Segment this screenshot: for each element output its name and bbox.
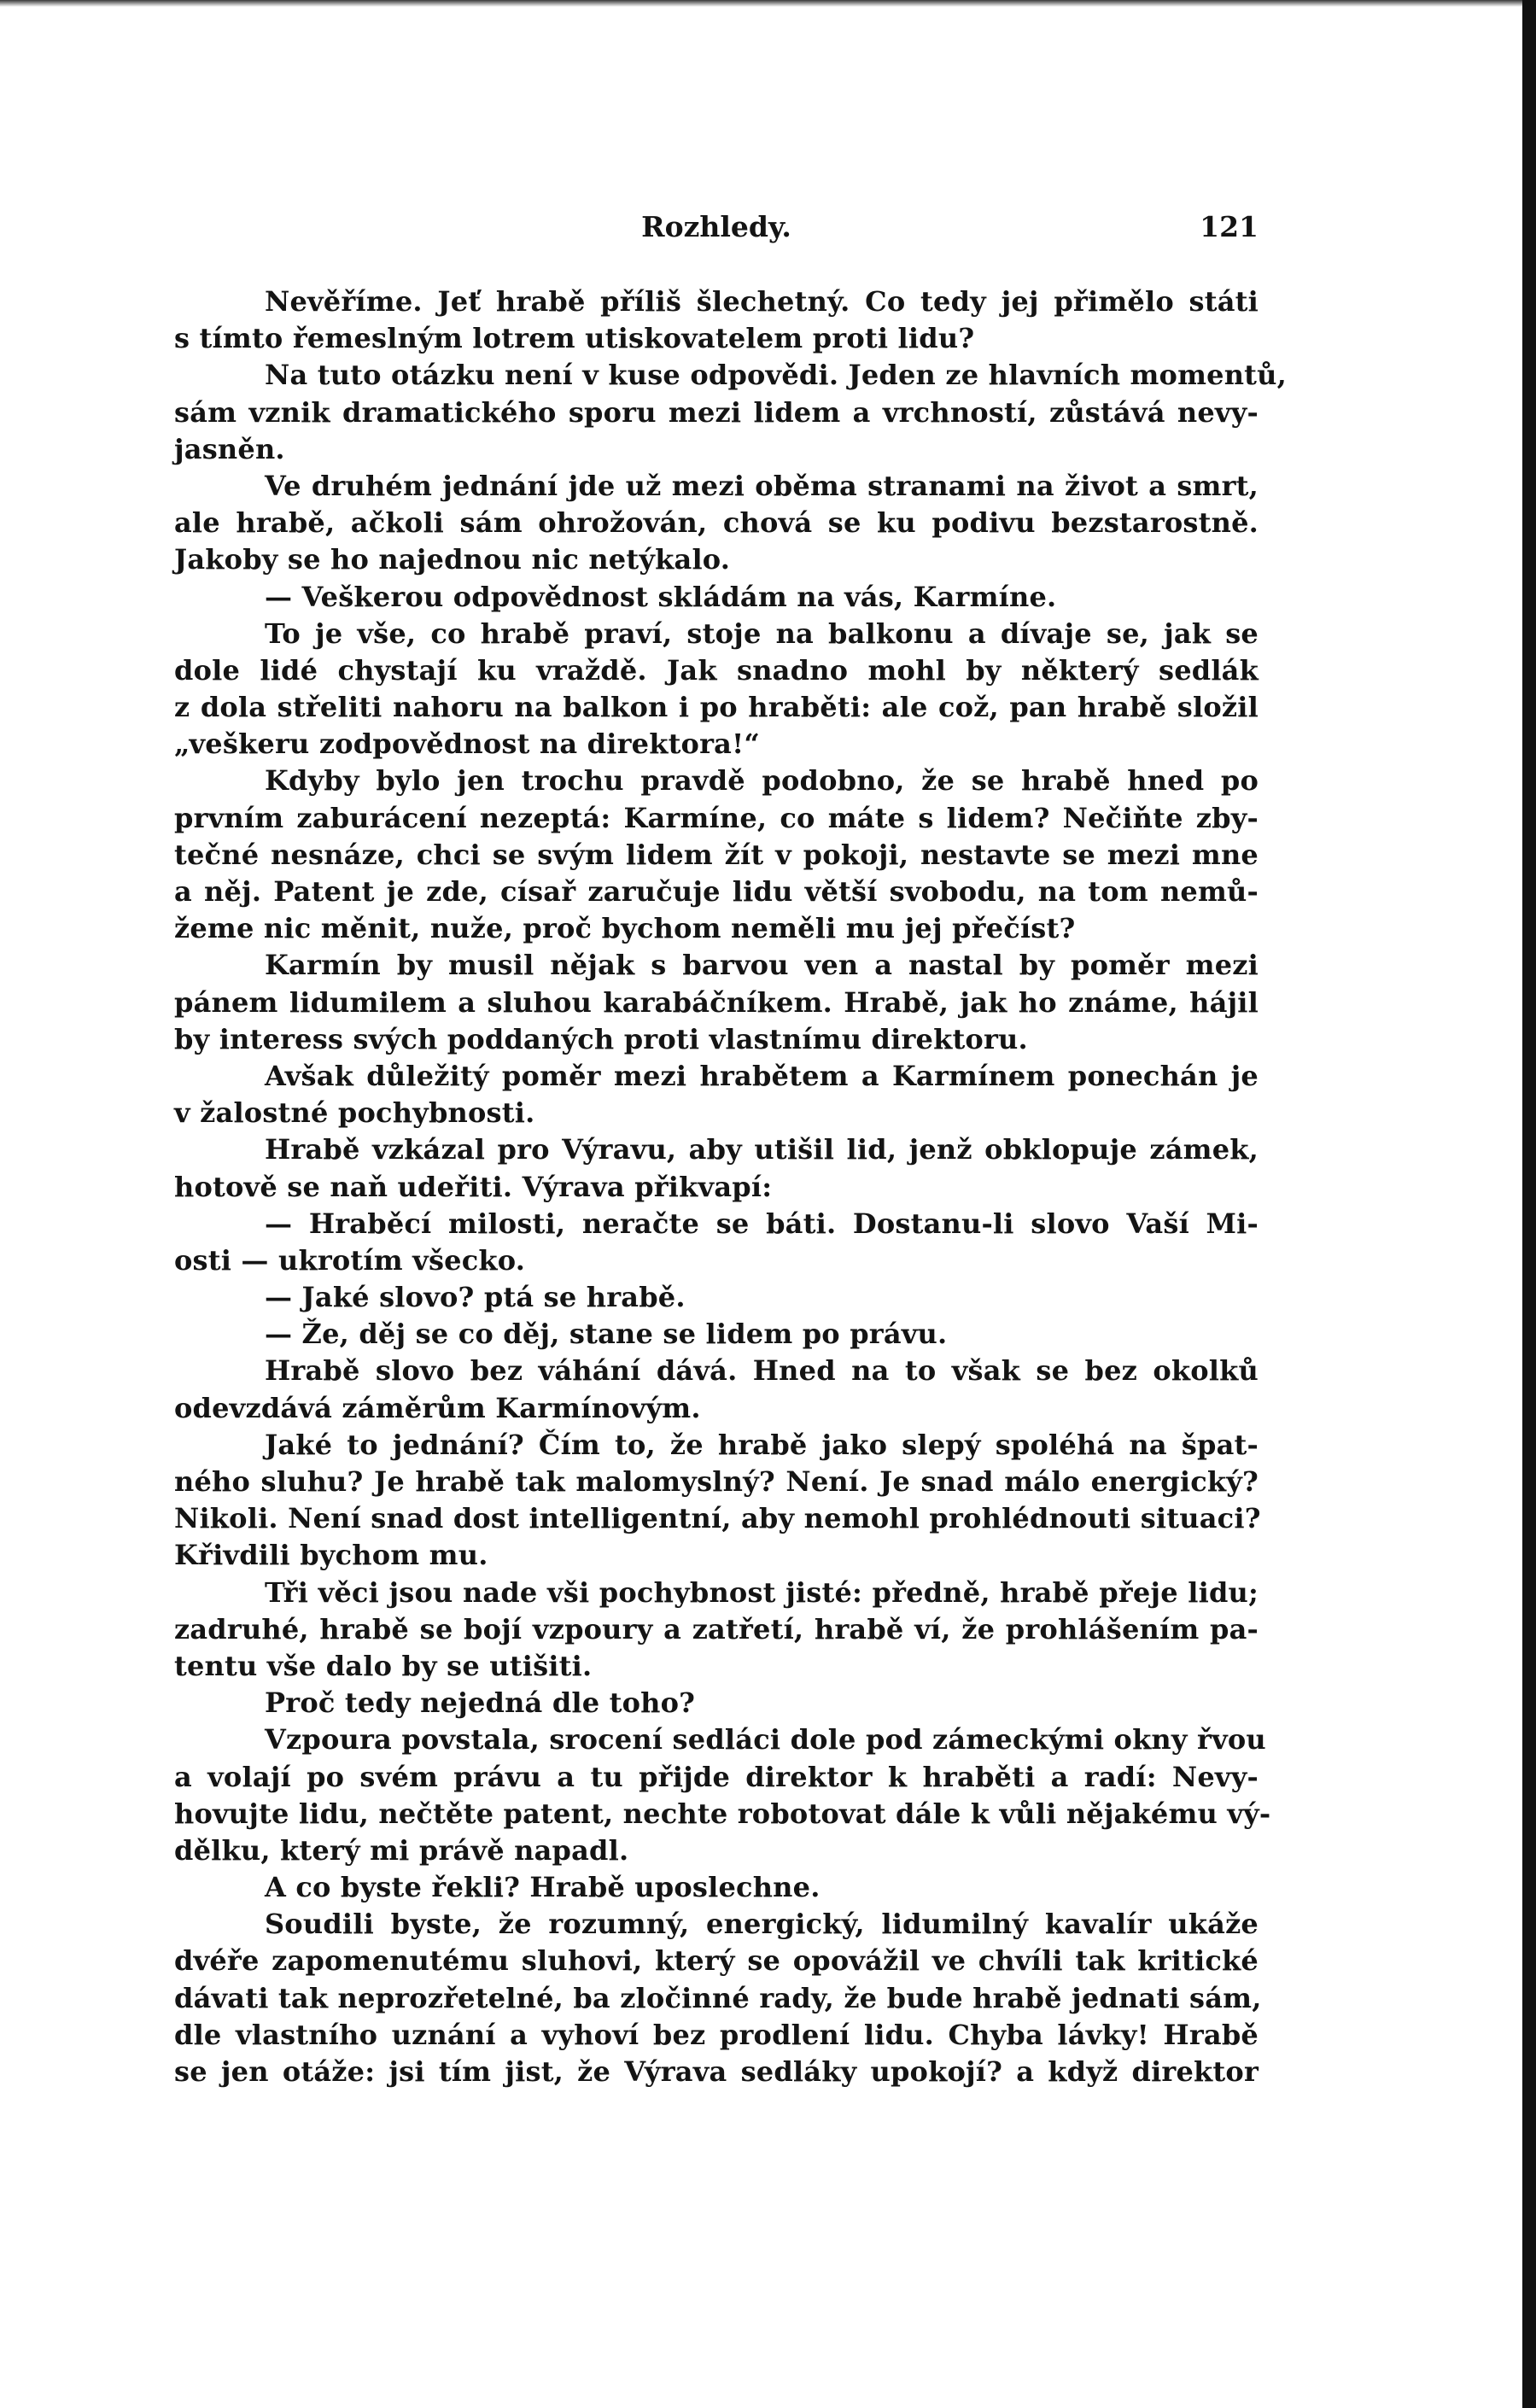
text-line: sám vznik dramatického sporu mezi lidem a vrchností, zůstává nevy- [174, 395, 1259, 429]
text-line: Hrabě slovo bez váhání dává. Hned na to však se bez okolků [265, 1354, 1259, 1388]
text-line: „veškeru zodpovědnost na direktora!“ [174, 728, 760, 761]
text-line: prvním zaburácení nezeptá: Karmíne, co máte s lidem? Nečiňte zby- [174, 801, 1259, 834]
text-line: ného sluhu? Je hrabě tak malomyslný? Není. Je snad málo energický? [174, 1465, 1259, 1498]
text-line: dvéře zapomenutému sluhovi, který se opovážil ve chvíli tak kritické [174, 1944, 1259, 1978]
text-line: Jaké to jednání? Čím to, že hrabě jako slepý spoléhá na špat- [265, 1428, 1259, 1461]
text-line: — Hraběcí milosti, neračte se báti. Dostanu-li slovo Vaší Mi- [265, 1207, 1259, 1240]
scan-edge-top [0, 0, 1536, 7]
text-line: žeme nic měnit, nuže, proč bychom neměli mu jej přečíst? [174, 912, 1076, 945]
page-number: 121 [1200, 210, 1259, 243]
text-line: Jakoby se ho najednou nic netýkalo. [174, 543, 731, 576]
text-line: Tři věci jsou nade vši pochybnost jisté: předně, hrabě přeje lidu; [265, 1575, 1259, 1609]
text-line: Kdyby bylo jen trochu pravdě podobno, že se hrabě hned po [265, 764, 1259, 798]
scan-edge-right [1522, 0, 1536, 2408]
text-line: Proč tedy nejedná dle toho? [265, 1686, 696, 1720]
text-line: tečné nesnáze, chci se svým lidem žít v pokoji, nestavte se mezi mne [174, 838, 1259, 871]
text-line: Soudili byste, že rozumný, energický, lidumilný kavalír ukáže [265, 1908, 1259, 1941]
text-line: Na tuto otázku není v kuse odpovědi. Jeden ze hlavních momentů, [265, 359, 1287, 392]
text-line: dělku, který mi právě napadl. [174, 1833, 629, 1867]
text-line: osti — ukrotím všecko. [174, 1243, 526, 1277]
text-line: ale hrabě, ačkoli sám ohrožován, chová se ku podivu bezstarostně. [174, 506, 1259, 540]
text-line: Nikoli. Není snad dost intelligentní, aby nemohl prohlédnouti situaci? [174, 1502, 1261, 1535]
text-line: by interess svých poddaných proti vlastnímu direktoru. [174, 1022, 1028, 1055]
text-line: Vzpoura povstala, srocení sedláci dole pod zámeckými okny řvou [265, 1723, 1266, 1756]
text-line: se jen otáže: jsi tím jist, že Výrava sedláky upokojí? a když direktor [174, 2055, 1259, 2088]
text-line: Nevěříme. Jeť hrabě příliš šlechetný. Co tedy jej přimělo státi [265, 285, 1259, 318]
text-line: — Jaké slovo? ptá se hrabě. [265, 1281, 686, 1314]
text-line: dole lidé chystají ku vraždě. Jak snadno mohl by některý sedlák [174, 653, 1259, 687]
text-line: v žalostné pochybnosti. [174, 1096, 535, 1130]
text-line: Ve druhém jednání jde už mezi oběma stranami na život a smrt, [265, 469, 1259, 502]
text-line: a volají po svém právu a tu přijde direktor k hraběti a radí: Nevy- [174, 1760, 1259, 1793]
text-line: odevzdává záměrům Karmínovým. [174, 1391, 701, 1424]
text-line: A co byste řekli? Hrabě uposlechne. [265, 1871, 821, 1904]
text-line: Křivdili bychom mu. [174, 1539, 488, 1572]
text-line: a něj. Patent je zde, císař zaručuje lidu větší svobodu, na tom nemů- [174, 875, 1259, 908]
text-line: pánem lidumilem a sluhou karabáčníkem. Hrabě, jak ho známe, hájil [174, 985, 1259, 1019]
text-body [174, 283, 1287, 2090]
text-line: Avšak důležitý poměr mezi hrabětem a Karmínem ponechán je [265, 1059, 1259, 1092]
text-line: z dola střeliti nahoru na balkon i po hraběti: ale což, pan hrabě složil [174, 691, 1259, 724]
text-line: dávati tak neprozřetelné, ba zločinné rady, že bude hrabě jednati sám, [174, 1981, 1262, 2014]
text-line: To je vše, co hrabě praví, stoje na balkonu a dívaje se, jak se [265, 617, 1259, 650]
text-line: Hrabě vzkázal pro Výravu, aby utišil lid, jenž obklopuje zámek, [265, 1133, 1259, 1166]
text-line: Karmín by musil nějak s barvou ven a nastal by poměr mezi [265, 949, 1259, 982]
text-line: — Že, děj se co děj, stane se lidem po právu. [265, 1318, 948, 1351]
text-line: jasněn. [174, 432, 285, 465]
text-line: — Veškerou odpovědnost skládám na vás, Karmíne. [265, 580, 1057, 613]
text-line: hovujte lidu, nečtěte patent, nechte robotovat dále k vůli nějakému vý- [174, 1797, 1271, 1830]
text-line: zadruhé, hrabě se bojí vzpoury a zatřetí, hrabě ví, že prohlášením pa- [174, 1612, 1259, 1645]
text-line: s tímto řemeslným lotrem utiskovatelem proti lidu? [174, 322, 975, 355]
page-header [174, 202, 1259, 253]
text-line: dle vlastního uznání a vyhoví bez prodlení lidu. Chyba lávky! Hrabě [174, 2018, 1259, 2051]
running-head: Rozhledy. [641, 210, 791, 243]
text-line: tentu vše dalo by se utišiti. [174, 1649, 593, 1682]
text-line: hotově se naň udeřiti. Výrava přikvapí: [174, 1170, 773, 1203]
